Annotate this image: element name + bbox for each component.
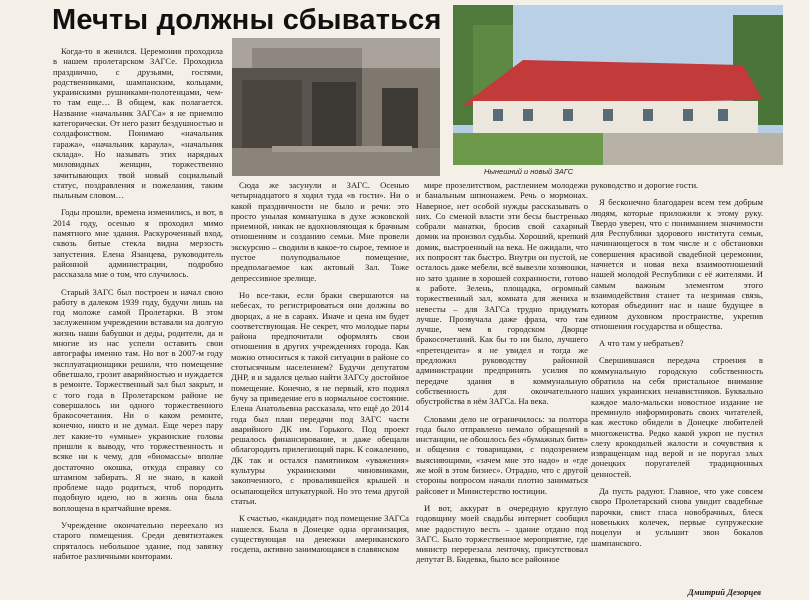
old-registry-photo [232, 38, 440, 176]
article-column-3 [416, 180, 588, 600]
article-column-2 [231, 180, 409, 600]
author-signature: Дмитрий Дезорцев [687, 587, 761, 597]
paragraph: Старый ЗАГС был построен и начал свою работу в далеком 1939 году, будучи лишь на год моложе самой Пролетарки. В этом заслуженном учреждении вставали на долгую жизнь наши бабушки и деды, родители, да и многие из нас успели оставить свои автографы именно там. Но вот в 2007-м году эксплуатационщики решили, что помещение обветшало, грозит аварийностью и нуждается в ремонте. Торжественный зал был закрыт, и с того года в Пролетарском районе не совершалось ни одного торжественного бракосочетания. Ни о каком ремонте, конечно, никто и не думал. Еще через пару лет какие-то «умные» украинские головы пришли к выводу, что торжественность и всяке ни к чему, для «биомассы» вполне достаточно окошка, откуда справку со штампом забирать. Я не знаю, в какой проблеме надо родиться, чтоб породить подобную идею, но в жизнь она была воплощена в кратчайшие время. [53, 286, 223, 513]
paragraph: руководство и дорогие гости. [591, 180, 699, 190]
paragraph: Учреждение окончательно переехало из старого помещения. Среди девятиэтажек спряталось небольшое здание, под завязку набитое различными конторами. [53, 520, 223, 561]
article-headline: Мечты должны сбываться [52, 4, 442, 36]
paragraph: Но все-таки, если браки свершаются на небесах, то регистрироваться они должны во дворцах, а не в сараях. Иначе и цена им будет соответствующая. Не секрет, что молодые пары района предпочитали оформлять свои отношения в других учреждениях города. Как можно относиться к такой ситуации в районе со стотысячным населением? Будучи депутатом ДНР, я и задался целью найти ЗАГСу достойное помещение. Конечно, я не первый, кто поднял бучу за приведение его в нормальное состояние. Елена Анатольевна рассказала, что ещё до 2014 года был план передачи под ЗАГС части аварийного ДК им. Горького. Под проект решалось финансирование, и даже обещали облагородить прилегающий парк. К сожалению, ДК так и остался памятником «уважения» культуры украинскими чиновниками, закопченного, с провалившейся крышей и осыпающейся штукатуркой. Но это тема другой статьи. [231, 289, 409, 506]
paragraph: И вот, аккурат в очередную круглую годовщину моей свадьбы интернет сообщил мне радостную весть – здание отдано под ЗАГС. Было торжественное мероприятие, где министр перерезала ленточку, присутствовал депутат В. Бидевка, было все районное [416, 502, 588, 565]
paragraph: Да пусть радуют. Главное, что уже совсем скоро Пролетарский снова увидит свадебные парочки, свист гласа новобрачных, блеск новеньких колечек, первые супружеские поцелуи и услышит звон бокалов шампанского. [591, 486, 763, 548]
paragraph: Я бесконечно благодарен всем тем добрым людям, которые приложили к этому руку. Твердо уверен, что с пониманием значимости для Республики здорового института семьи, начинающегося в том числе и с обстановки совершения красивой свадебной церемонии, начнется и новая веха взаимоотношений нашей молодой Республики с её жителями. И самым важным элементом этого взаимодействия станет та незримая связь, которая объединит нас и наше будущее в едином духовном пространстве, укрепив отношения государства и общества. [591, 197, 763, 331]
article-column-1 [53, 46, 223, 600]
paragraph: К счастью, «кандидат» под помещение ЗАГСа нашелся. Была в Донецке одна организация, существующая на денежки американского госдепа, активно занимающаяся в славянском [231, 513, 409, 555]
article-column-4 [591, 180, 763, 600]
new-registry-photo [453, 5, 783, 165]
paragraph: Словами дело не ограничилось: за полтора года было отправлено немало обращений в инстанции, не обошлось без «бумажных битв» и общения с товарищами, с подозрением выясняющими, «зачем мне это надо» и «где же мой в этом бизнес». Отрадно, что с другой стороны вопросом начали плотно заниматься райсовет и Министерство юстиции. [416, 413, 588, 496]
paragraph: мире прозелитством, растлением молодежи и банальным шпионажем. Речь о мормонах. Наверное, нет особой нужды рассказывать о них. Со сменой власти эти бесы быстренько собрали манатки, бросив свой сахарный домик на произвол судьбы. Хороший, крепкий домик, выстроенный на века. Не ожидали, что их попросят так быстро. Внутри он пустой, не осталось даже мебели, всё вывезли хозяюшки, но зато здание в хорошей сохранности, готово к работе. Зелень, площадка, огромный торжественный зал, комната для жениха и невесты – для ЗАГСа трудно придумать лучше. Прозвучала даже фраза, что там лучше, чем в городском Дворце бракосочетаний. Как бы то ни было, лучшего «претендента» я не увидел и тогда же предложил руководству районной администрации предпринять усилия по передаче здания в коммунальную собственность для окончательного обустройства в нём ЗАГСа. На века. [416, 180, 588, 407]
paragraph: Сюда же засунули и ЗАГС. Осенью четырнадцатого я ходил туда «в гости». Ни о какой праздничности не было и речи: это просто унылая комнатушка в духе жэковской приемной, никак не вдохновляющая к брачным отношениям и созданию семьи. Мне провели экскурсию – сводили в какое-то сырое, темное и пустое полуподвальное помещение, предполагаемое как актовый Зал. Тоже депрессивное зрелище. [231, 180, 409, 283]
paragraph: Когда-то я женился. Церемония проходила в нашем пролетарском ЗАГСе. Проходила празднично, с друзьями, гостями, родственниками, шампанским, кольцами, украинскими рушниками-полотенцами, чем-то там еще… В общем, как полагается. Название «начальник ЗАГСа» я не приемлю категорически. От него разит бездушностью и солдафонством. Понимаю «начальник гаража», «начальник караула», «начальник склада». Но называть этих нарядных миловидных женщин, торжественно зачитывающих твой новый социальный статус, поздравления и пожелания, таким пыльным словом… [53, 46, 223, 201]
photo-caption: Нынешний и новый ЗАГС [484, 167, 574, 176]
paragraph: Годы прошли, времена изменились, и вот, в 2014 году, осенью я проходил мимо памятного мне здания. Раскуроченный вход, сквозь битые стекла видна мерзость запустения. Елена Язанцева, руководитель районной администрации, подробно рассказала мне о том, что случилось. [53, 207, 223, 280]
paragraph: Свершившаяся передача строения в коммунальную городскую собственность обратила на себя пристальное внимание наших украинских ненавистников. Буквально каждое мало-мальски новостное издание не преминуло информировать своих читателей, как жестоко обидели в Донецке любителей многоженства. Редко какой укроп не пустил слезу крокодильей жалости и сочувствия к извращенцам над верой и не поругал злых донецких поругателей традиционных ценностей. [591, 355, 763, 479]
subheading: А что там у небратьев? [599, 338, 684, 349]
